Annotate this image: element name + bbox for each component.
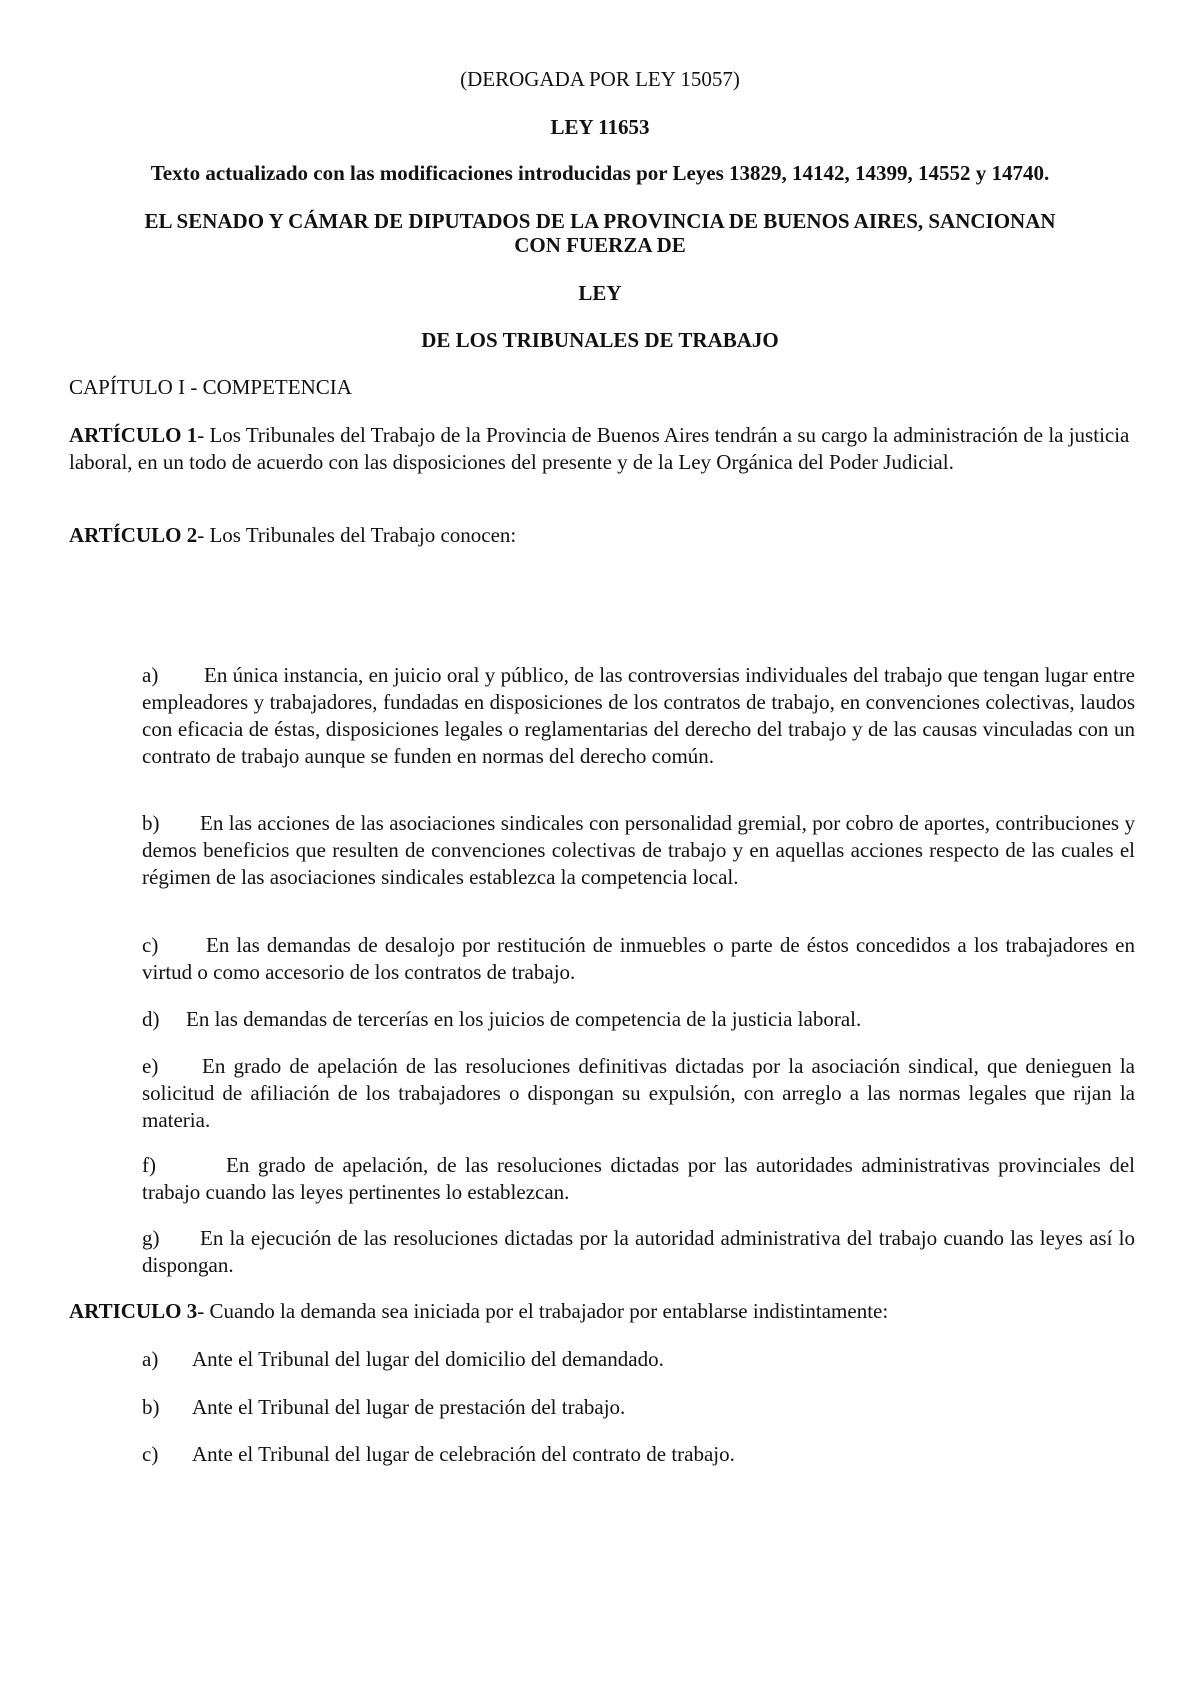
item-letter: a) [142,663,159,687]
article-1-text: - Los Tribunales del Trabajo de la Provincia de Buenos Aires tendrán a su cargo la administración de la justicia laboral, en un todo de acuerdo con las disposiciones del presente y de la Ley Orgánica del Poder Judicial. [69,423,1130,474]
item-letter: b) [142,1395,160,1419]
article-3-label: ARTICULO 3 [69,1299,198,1323]
item-letter: g) [142,1226,160,1250]
item-letter: c) [142,933,159,957]
article-3-item-a [142,1346,1135,1373]
item-text: En grado de apelación de las resoluciones definitivas dictadas por la asociación sindical, que denieguen la solicitud de afiliación de los trabajadores o dispongan su expulsión, con arreglo a las normas legales que rijan la materia. [142,1054,1135,1132]
item-text: En única instancia, en juicio oral y público, de las controversias individuales del trabajo que tengan lugar entre empleadores y trabajadores, fundadas en disposiciones de los contratos de trabajo, en convenciones colectivas, laudos con eficacia de éstas, disposiciones legales o reglamentarias del derecho del trabajo y de las causas vinculadas con un contrato de trabajo aunque se funden en normas del derecho común. [142,663,1135,768]
enacting-clause-line2: CON FUERZA DE [514,233,686,257]
item-letter: c) [142,1442,159,1466]
item-letter: a) [142,1347,159,1371]
item-text: En la ejecución de las resoluciones dictadas por la autoridad administrativa del trabajo cuando las leyes así lo dispongan. [142,1226,1135,1277]
item-text: En las acciones de las asociaciones sindicales con personalidad gremial, por cobro de aportes, contribuciones y demos beneficios que resulten de convenciones colectivas de trabajo y en aquellas acciones respecto de las cuales el régimen de las asociaciones sindicales establezca la competencia local. [142,811,1135,889]
article-3-item-c [142,1441,1135,1468]
item-letter: b) [142,811,160,835]
derogation-note: (DEROGADA POR LEY 15057) [460,67,740,91]
law-heading: LEY [578,281,622,305]
article-3-item-b [142,1394,1135,1421]
item-text: En las demandas de tercerías en los juicios de competencia de la justicia laboral. [186,1007,862,1031]
enacting-clause-line1: EL SENADO Y CÁMAR DE DIPUTADOS DE LA PROVINCIA DE BUENOS AIRES, SANCIONAN [144,209,1056,233]
article-2-item-g [142,1225,1135,1279]
item-text: Ante el Tribunal del lugar de prestación del trabajo. [192,1395,626,1419]
item-text: En las demandas de desalojo por restitución de inmuebles o parte de éstos concedidos a los trabajadores en virtud o como accesorio de los contratos de trabajo. [142,933,1135,984]
item-letter: d) [142,1007,160,1031]
article-2-item-b [142,810,1135,891]
article-3-text: - Cuando la demanda sea iniciada por el trabajador por entablarse indistintamente: [197,1299,889,1323]
article-3 [69,1298,1139,1325]
item-letter: f) [142,1153,156,1177]
article-1-label: ARTÍCULO 1 [69,423,198,447]
article-2 [69,522,1139,549]
article-2-label: ARTÍCULO 2 [69,523,198,547]
chapter-heading: CAPÍTULO I - COMPETENCIA [69,375,352,399]
article-2-item-e [142,1053,1135,1134]
item-text: Ante el Tribunal del lugar del domicilio del demandado. [192,1347,664,1371]
article-1 [69,422,1139,476]
article-2-item-c [142,932,1135,986]
law-number: LEY 11653 [550,115,650,139]
law-title: DE LOS TRIBUNALES DE TRABAJO [421,328,779,352]
article-2-item-a [142,662,1135,770]
item-letter: e) [142,1054,159,1078]
article-2-item-d [142,1006,1135,1033]
item-text: En grado de apelación, de las resoluciones dictadas por las autoridades administrativas provinciales del trabajo cuando las leyes pertinentes lo establezcan. [142,1153,1135,1204]
article-2-text: - Los Tribunales del Trabajo conocen: [197,523,517,547]
updated-text-note: Texto actualizado con las modificaciones introducidas por Leyes 13829, 14142, 14399, 14552 y 14740. [150,161,1050,185]
article-2-item-f [142,1152,1135,1206]
item-text: Ante el Tribunal del lugar de celebración del contrato de trabajo. [192,1442,735,1466]
